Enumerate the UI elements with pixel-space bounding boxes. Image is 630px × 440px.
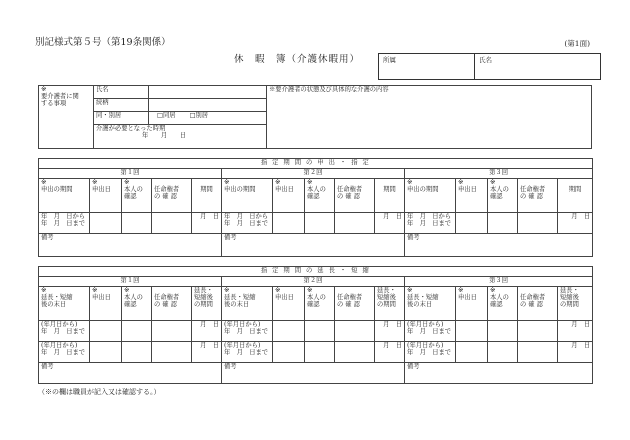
form-cell: 月 日	[558, 342, 593, 363]
form-cell[interactable]	[192, 287, 222, 321]
form-cell[interactable]	[488, 213, 518, 234]
form-cell[interactable]	[222, 179, 273, 213]
cell-text: (年月日から)	[407, 342, 444, 349]
form-cell[interactable]	[122, 342, 152, 363]
form-cell[interactable]	[305, 342, 335, 363]
care-detail-cell[interactable]	[267, 86, 592, 149]
cell-text: 年 月 日まで	[407, 349, 452, 357]
form-cell[interactable]	[405, 321, 456, 342]
form-cell[interactable]	[222, 213, 273, 234]
cell-text: (年月日から)	[407, 321, 444, 328]
extension-column-headers	[39, 287, 593, 321]
cell-text: ※	[407, 287, 413, 294]
header-boxes	[378, 53, 601, 80]
cell-text: の 確 認	[337, 193, 360, 201]
form-cell: 備考	[222, 363, 405, 384]
form-cell: 月 日	[375, 321, 405, 342]
care-start-date: 年 月 日	[142, 132, 187, 140]
cell-text: 申出日	[92, 186, 111, 194]
cell-text: (年月日から)	[224, 321, 261, 328]
form-label: 別記様式第５号（第19条関係）	[35, 37, 171, 48]
form-cell[interactable]	[375, 179, 405, 213]
form-cell[interactable]	[375, 287, 405, 321]
care-relation-label: 続柄	[94, 99, 149, 112]
form-cell[interactable]	[305, 321, 335, 342]
form-cell[interactable]	[456, 213, 488, 234]
cell-text: 任命権者	[154, 294, 180, 302]
form-cell[interactable]	[335, 213, 375, 234]
cell-text: 年 月 日まで	[224, 328, 269, 336]
form-cell[interactable]	[122, 287, 152, 321]
cell-text: 年 月 日まで	[41, 349, 86, 357]
cell-text: 確認	[490, 301, 503, 309]
care-cohabit-options	[149, 112, 267, 125]
form-cell[interactable]	[335, 287, 375, 321]
cell-text: ※	[275, 179, 281, 186]
form-cell[interactable]	[518, 213, 558, 234]
form-cell: 月 日	[375, 213, 405, 234]
cell-text: 本人の	[307, 186, 326, 194]
cell-text: ※	[458, 179, 464, 186]
dept-field[interactable]	[379, 54, 475, 79]
cohabit-checkbox[interactable]: □同居	[157, 112, 176, 119]
form-cell[interactable]	[152, 321, 192, 342]
designation-section	[38, 158, 593, 257]
care-mark: ※	[41, 86, 47, 93]
cell-text: の期間	[560, 301, 579, 309]
form-cell[interactable]	[152, 287, 192, 321]
designation-round-3: 第３回	[405, 169, 593, 179]
cell-text: 期間	[568, 186, 582, 194]
cell-text: 本人の	[124, 294, 143, 302]
form-cell[interactable]	[90, 321, 122, 342]
cell-text: ※	[490, 287, 496, 294]
form-cell[interactable]	[273, 213, 305, 234]
care-recipient-section	[38, 85, 592, 149]
form-cell: 月 日	[375, 342, 405, 363]
form-cell[interactable]	[90, 287, 122, 321]
cell-text: 延長・短縮	[407, 294, 439, 302]
care-name-input[interactable]	[149, 86, 267, 99]
designation-round-1: 第１回	[39, 169, 222, 179]
designation-remarks-row[interactable]	[39, 234, 593, 257]
cell-text: ※	[275, 287, 281, 294]
cell-text: 延長・短縮	[224, 294, 256, 302]
form-cell[interactable]	[273, 321, 305, 342]
form-cell[interactable]	[335, 179, 375, 213]
form-cell[interactable]	[558, 287, 593, 321]
cell-text: 本人の	[490, 186, 509, 194]
cell-text: ※	[92, 287, 98, 294]
cell-text: ※	[458, 287, 464, 294]
form-cell[interactable]	[273, 287, 305, 321]
cell-text: 短縮後	[377, 294, 396, 302]
cell-text: ※	[92, 179, 98, 186]
cell-text: の期間	[377, 301, 396, 309]
form-cell[interactable]	[122, 213, 152, 234]
cell-text: の 確 認	[154, 301, 177, 309]
form-cell[interactable]	[222, 342, 273, 363]
cell-text: (年月日から)	[41, 321, 78, 328]
cell-text: 延長・	[560, 287, 579, 294]
form-cell[interactable]	[152, 342, 192, 363]
cell-text: 年 月 日まで	[224, 220, 269, 228]
cell-text: の期間	[194, 301, 213, 309]
cell-text: 申出日	[275, 186, 294, 194]
cell-text: (年月日から)	[224, 342, 261, 349]
cell-text: 年 月 日まで	[41, 220, 86, 228]
page-label: (第1面)	[564, 39, 590, 48]
form-cell[interactable]	[122, 179, 152, 213]
form-cell[interactable]	[39, 321, 90, 342]
cell-text: 短縮後	[194, 294, 213, 302]
form-cell[interactable]	[335, 321, 375, 342]
form-cell[interactable]	[518, 321, 558, 342]
cell-text: 申出日	[275, 294, 294, 302]
cell-text: 後の末日	[407, 301, 433, 309]
cell-text: 任命権者	[520, 294, 546, 302]
cell-text: 本人の	[307, 294, 326, 302]
cell-text: 確認	[124, 301, 137, 309]
cell-text: 期間	[383, 186, 396, 194]
form-cell: 備考	[405, 363, 593, 384]
cell-text: 延長・短縮	[41, 294, 73, 302]
dept-label: 所属	[383, 56, 396, 64]
care-cohabit-label: 同・別居	[94, 112, 149, 125]
cell-text: 申出日	[458, 186, 477, 194]
cell-text: 確認	[124, 193, 137, 201]
form-cell[interactable]	[558, 179, 593, 213]
form-cell: 月 日	[558, 213, 593, 234]
cell-text: 年 月 日まで	[224, 349, 269, 357]
form-cell[interactable]	[152, 213, 192, 234]
cell-text: ※	[224, 287, 230, 294]
cell-text: 後の末日	[224, 301, 250, 309]
form-cell: 月 日	[192, 213, 222, 234]
form-cell[interactable]	[405, 213, 456, 234]
form-cell[interactable]	[488, 287, 518, 321]
form-cell[interactable]	[456, 342, 488, 363]
cell-text: の 確 認	[520, 301, 543, 309]
designation-entry-row[interactable]	[39, 213, 593, 234]
cell-text: 年 月 日まで	[41, 328, 86, 336]
cell-text: 確認	[490, 193, 503, 201]
cell-text: 年 月 日から	[224, 213, 269, 220]
cell-text: ※	[124, 287, 130, 294]
form-cell[interactable]	[152, 179, 192, 213]
form-cell[interactable]	[222, 287, 273, 321]
cell-text: ※	[41, 179, 47, 186]
form-cell[interactable]	[90, 179, 122, 213]
cell-text: 後の末日	[41, 301, 67, 309]
extension-title: 指 定 期 間 の 延 長 ・ 短 縮	[39, 267, 593, 277]
cell-text: ※	[307, 179, 313, 186]
cell-text: 申出日	[458, 294, 477, 302]
extension-entry-row-2[interactable]	[39, 342, 593, 363]
form-cell[interactable]	[273, 179, 305, 213]
form-cell[interactable]	[456, 287, 488, 321]
designation-title: 指 定 期 間 の 申 出 ・ 指 定	[39, 159, 593, 169]
cell-text: 本人の	[124, 186, 143, 194]
cell-text: 確認	[307, 193, 320, 201]
cell-text: 申出の期間	[41, 186, 73, 194]
form-cell[interactable]	[488, 321, 518, 342]
form-cell[interactable]	[488, 179, 518, 213]
designation-round-2: 第２回	[222, 169, 405, 179]
cell-text: ※	[41, 287, 47, 294]
extension-remarks-row[interactable]	[39, 363, 593, 384]
separate-checkbox[interactable]: □別居	[189, 112, 209, 119]
cell-text: 年 月 日から	[41, 213, 86, 220]
cell-text: 任命権者	[337, 294, 363, 302]
care-heading-cell	[39, 86, 94, 149]
cell-text: ※	[490, 179, 496, 186]
form-cell[interactable]	[456, 321, 488, 342]
form-cell: 備考	[222, 234, 405, 257]
cell-text: 任命権者	[520, 186, 546, 194]
cell-text: 年 月 日から	[407, 213, 452, 220]
cell-text: 任命権者	[154, 186, 180, 194]
form-cell[interactable]	[405, 287, 456, 321]
cell-text: (年月日から)	[41, 342, 78, 349]
form-cell[interactable]	[518, 287, 558, 321]
page-title: 休 暇 簿（介護休暇用）	[234, 54, 361, 65]
cell-text: 年 月 日まで	[407, 220, 452, 228]
extension-section	[38, 266, 593, 384]
cell-text: の 確 認	[154, 193, 177, 201]
form-cell[interactable]	[305, 213, 335, 234]
cell-text: 年 月 日まで	[407, 328, 452, 336]
form-cell: 備考	[39, 234, 222, 257]
cell-text: 確認	[307, 301, 320, 309]
cell-text: 短縮後	[560, 294, 579, 302]
form-cell: 月 日	[192, 321, 222, 342]
name-label: 氏名	[479, 56, 492, 64]
form-cell[interactable]	[518, 342, 558, 363]
care-relation-input[interactable]	[149, 99, 267, 112]
form-cell[interactable]	[39, 179, 90, 213]
cell-text: の 確 認	[520, 193, 543, 201]
cell-text: 本人の	[490, 294, 509, 302]
care-detail-label: ※要介護者の状態及び具体的な介護の内容	[269, 86, 389, 93]
cell-text: 申出の期間	[224, 186, 256, 194]
cell-text: 延長・	[377, 287, 396, 294]
cell-text: の 確 認	[337, 301, 360, 309]
form-cell: 月 日	[558, 321, 593, 342]
extension-round-2: 第２回	[222, 277, 405, 287]
form-cell[interactable]	[405, 342, 456, 363]
form-cell[interactable]	[305, 287, 335, 321]
care-start-cell[interactable]	[94, 125, 267, 149]
cell-text: 任命権者	[337, 186, 363, 194]
form-cell[interactable]	[456, 179, 488, 213]
designation-column-headers	[39, 179, 593, 213]
form-cell: 備考	[405, 234, 593, 257]
care-name-label: 氏名	[94, 86, 149, 99]
form-cell[interactable]	[518, 179, 558, 213]
form-cell: 備考	[39, 363, 222, 384]
cell-text: ※	[407, 179, 413, 186]
extension-round-3: 第３回	[405, 277, 593, 287]
cell-text: 申出日	[92, 294, 111, 302]
cell-text: 期間	[200, 186, 213, 194]
cell-text: 申出の期間	[407, 186, 439, 194]
form-cell[interactable]	[405, 179, 456, 213]
form-cell[interactable]	[39, 213, 90, 234]
extension-round-1: 第１回	[39, 277, 222, 287]
form-cell: 月 日	[192, 342, 222, 363]
form-cell[interactable]	[122, 321, 152, 342]
form-cell[interactable]	[305, 179, 335, 213]
cell-text: ※	[124, 179, 130, 186]
cell-text: 延長・	[194, 287, 213, 294]
form-cell[interactable]	[222, 321, 273, 342]
care-start-label: 介護が必要となった時期	[96, 125, 166, 132]
form-cell[interactable]	[192, 179, 222, 213]
care-heading-line2: する事項	[41, 100, 67, 108]
form-cell[interactable]	[488, 342, 518, 363]
footnote: （※の欄は職員が記入又は確認する。）	[38, 388, 161, 396]
form-cell[interactable]	[90, 342, 122, 363]
form-cell[interactable]	[335, 342, 375, 363]
cell-text: ※	[224, 179, 230, 186]
form-cell[interactable]	[39, 342, 90, 363]
extension-entry-row-1[interactable]	[39, 321, 593, 342]
form-cell[interactable]	[90, 213, 122, 234]
care-heading-line1: 要介護者に関	[41, 93, 79, 101]
cell-text: ※	[307, 287, 313, 294]
form-cell[interactable]	[273, 342, 305, 363]
form-cell[interactable]	[39, 287, 90, 321]
